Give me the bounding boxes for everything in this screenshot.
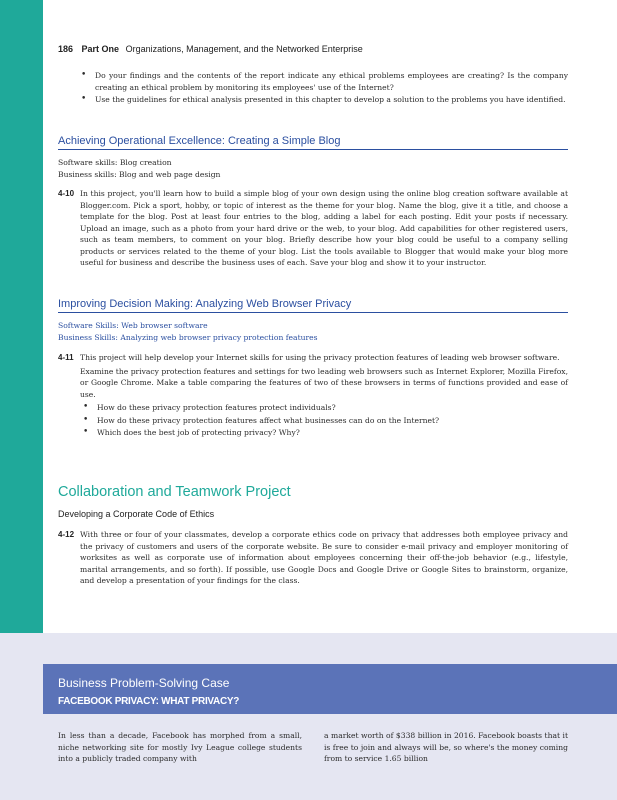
list-item: • How do these privacy protection features protect individuals? <box>80 402 568 414</box>
project-text: This project will help develop your Internet skills for using the privacy protection features of leading web browser software. <box>80 353 560 362</box>
list-item: • Do your findings and the contents of the report indicate any ethical problems employees are creating? Is the company creating an ethical problem by monitoring its employees' use of the Internet? <box>78 70 568 93</box>
project-4-12 <box>58 529 568 587</box>
question-list <box>80 402 568 439</box>
collaboration-subheading: Developing a Corporate Code of Ethics <box>58 509 215 519</box>
section-heading-blog: Achieving Operational Excellence: Creating a Simple Blog <box>58 135 568 150</box>
project-number: 4-12 <box>58 530 75 539</box>
business-skills-privacy: Business Skills: Analyzing web browser privacy protection features <box>58 333 318 342</box>
project-text: In this project, you'll learn how to build a simple blog of your own design using the online blog creation software available at Blogger.com. Pick a sport, hobby, or topic of interest as the theme for your blog. Name the blog, give it a title, and choose a template for the blog. Post at least four entries to the blog, adding a label for each posting. Edit your posts if necessary. Upload an image, such as a photo from your hard drive or the web, to your blog. Add capabilities for other registered users, such as team members, to comment on your blog. Briefly describe how your blog could be useful to a company selling products or services related to the theme of your blog. List the tools available to Blogger that would make your blog more useful for business and describe the business uses of each. Save your blog and show it to your instructor. <box>80 189 568 267</box>
list-item: • How do these privacy protection features affect what businesses can do on the Internet? <box>80 415 568 427</box>
project-4-11 <box>58 352 568 440</box>
project-4-10 <box>58 188 568 269</box>
case-subtitle: FACEBOOK PRIVACY: WHAT PRIVACY? <box>58 696 240 707</box>
software-skills-privacy: Software Skills: Web browser software <box>58 321 208 330</box>
intro-bullet-list <box>78 70 568 107</box>
software-skills-blog: Software skills: Blog creation <box>58 158 172 167</box>
list-item: • Use the guidelines for ethical analysis presented in this chapter to develop a solution to the problems you have identified. <box>78 94 568 106</box>
case-column-right: a market worth of $338 billion in 2016. Facebook boasts that it is free to join and always will be, so where's the money coming from to service 1.65 billion <box>324 731 568 764</box>
list-item: • Which does the best job of protecting privacy? Why? <box>80 427 568 439</box>
project-text: With three or four of your classmates, develop a corporate ethics code on privacy that addresses both employee privacy and the privacy of customers and users of the corporate website. Be sure to consider e-mail privacy and employer monitoring of worksites as well as corporate use of information about employees concerning their off-the-job behavior (e.g., lifestyle, marital arrangements, and so forth). If possible, use Google Docs and Google Drive or Google Sites to brainstorm, organize, and develop a presentation of your findings for the class. <box>80 530 568 585</box>
section-heading-privacy: Improving Decision Making: Analyzing Web Browser Privacy <box>58 298 568 313</box>
running-header <box>58 44 363 54</box>
case-band <box>0 633 617 800</box>
project-number: 4-11 <box>58 353 74 362</box>
case-title: Business Problem-Solving Case <box>58 676 230 690</box>
project-text: Examine the privacy protection features and settings for two leading web browsers such as Internet Explorer, Mozilla Firefox, or Google Chrome. Make a table comparing the features of two of these browsers in terms of functions provided and ease of use. <box>80 366 568 399</box>
teal-margin-bar <box>0 0 43 633</box>
part-label: Part One <box>81 44 120 54</box>
project-number: 4-10 <box>58 189 75 198</box>
page-number: 186 <box>58 44 74 54</box>
business-skills-blog: Business skills: Blog and web page design <box>58 170 221 179</box>
case-column-left: In less than a decade, Facebook has morphed from a small, niche networking site for mostly Ivy League college students into a publicly traded company with <box>58 731 302 764</box>
part-title: Organizations, Management, and the Networked Enterprise <box>125 44 363 54</box>
collaboration-heading: Collaboration and Teamwork Project <box>58 484 291 500</box>
